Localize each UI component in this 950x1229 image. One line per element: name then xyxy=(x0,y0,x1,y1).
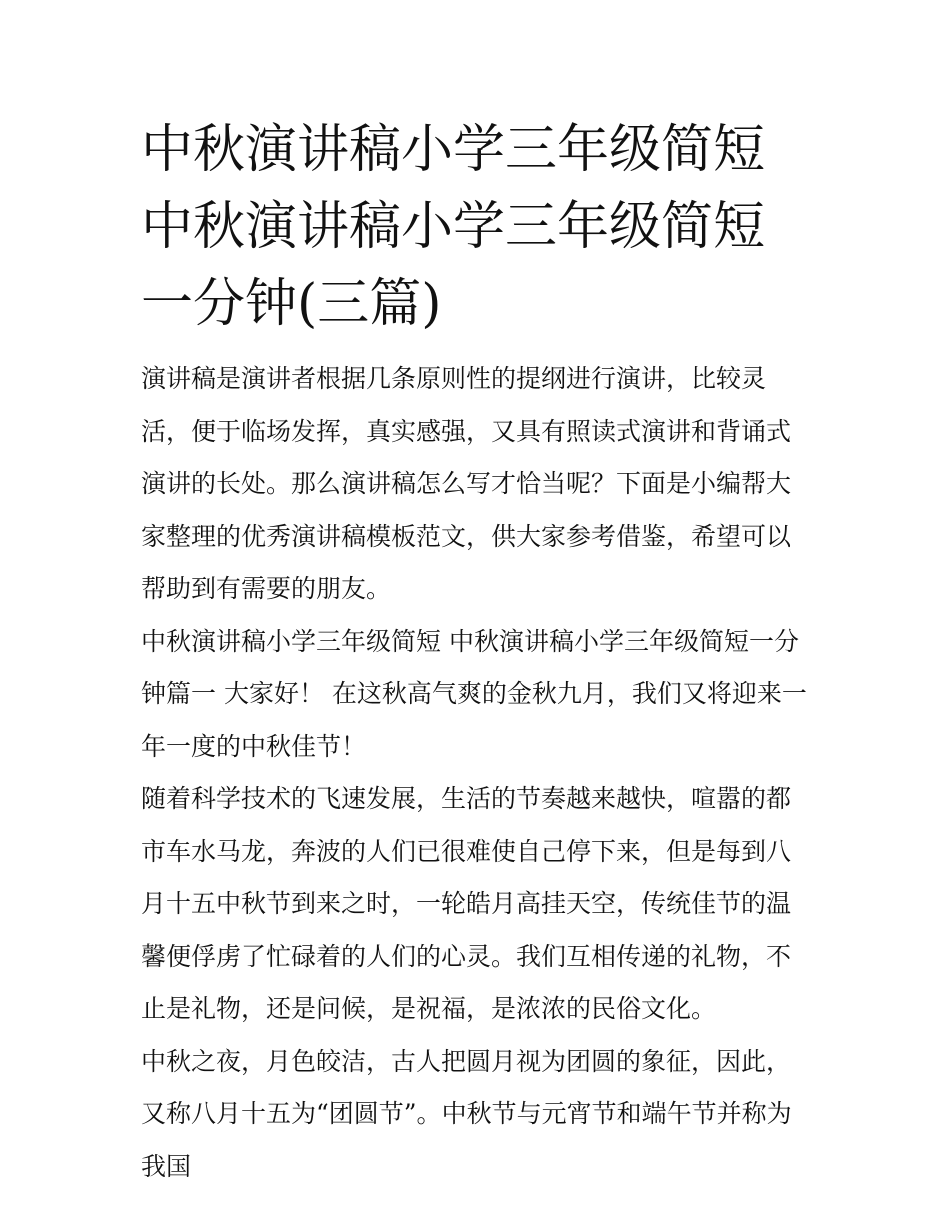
body-paragraph: 随着科学技术的飞速发展，生活的节奏越来越快，喧嚣的都市车水马龙，奔波的人们已很难使自己停下来，但是每到八月十五中秋节到来之时，一轮皓月高挂天空，传统佳节的温馨便俘虏了忙碌着的人们的心灵。我们互相传递的礼物，不止是礼物，还是问候，是祝福，是浓浓的民俗文化。 xyxy=(141,784,792,1023)
document-title: 中秋演讲稿小学三年级简短 中秋演讲稿小学三年级简短一分钟(三篇) xyxy=(141,120,766,334)
speech-opening-paragraph: 中秋演讲稿小学三年级简短 中秋演讲稿小学三年级简短一分钟篇一 大家好！ 在这秋高气爽的金秋九月，我们又将迎来一年一度的中秋佳节！ xyxy=(141,626,807,761)
body-paragraph-continued: 中秋之夜，月色皎洁，古人把圆月视为团圆的象征，因此，又称八月十五为“团圆节”。中秋节与元宵节和端午节并称为我国 xyxy=(141,1046,792,1181)
intro-paragraph: 演讲稿是演讲者根据几条原则性的提纲进行演讲，比较灵活，便于临场发挥，真实感强，又具有照读式演讲和背诵式演讲的长处。那么演讲稿怎么写才恰当呢？下面是小编帮大家整理的优秀演讲稿模板范文，供大家参考借鉴，希望可以帮助到有需要的朋友。 xyxy=(141,364,792,603)
document-body xyxy=(141,112,813,1193)
